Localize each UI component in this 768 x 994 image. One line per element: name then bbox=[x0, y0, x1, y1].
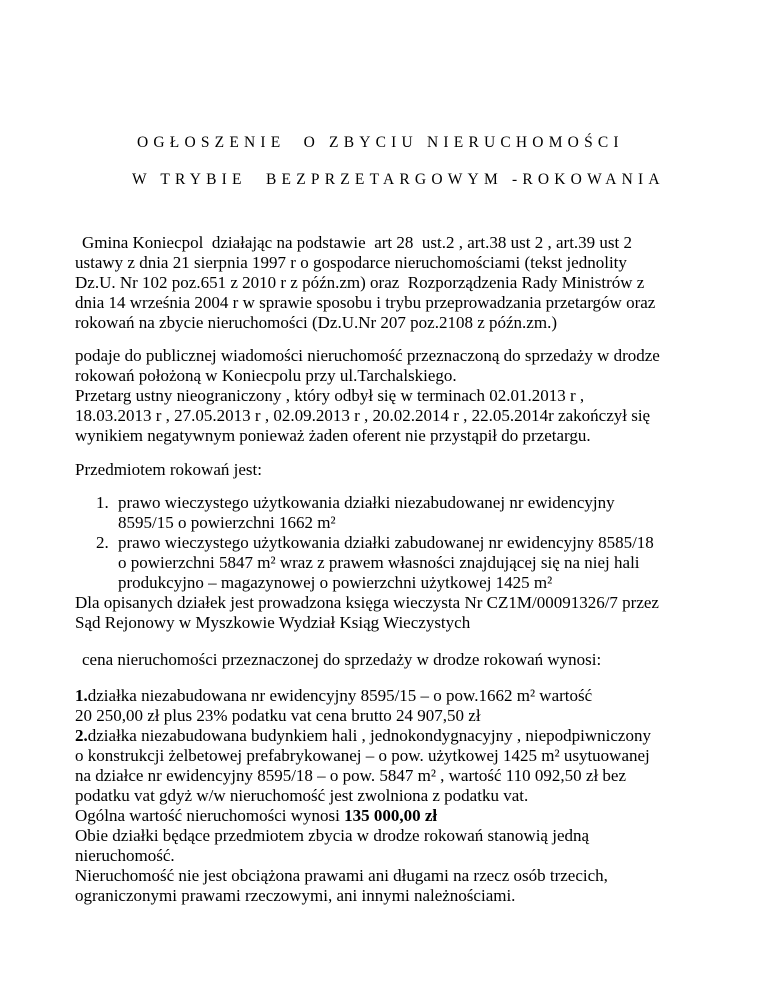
register-line: Dla opisanych działek jest prowadzona księga wieczysta Nr CZ1M/00091326/7 przez bbox=[75, 593, 659, 612]
total-value-label: Ogólna wartość nieruchomości wynosi bbox=[75, 806, 345, 825]
document-title-line1: OGŁOSZENIE O ZBYCIU NIERUCHOMOŚCI bbox=[137, 134, 624, 151]
para2-line: rokowań położoną w Koniecpolu przy ul.Tarchalskiego. bbox=[75, 366, 457, 385]
closing-line: ograniczonymi prawami rzeczowymi, ani innymi należnościami. bbox=[75, 886, 516, 905]
price-item-text: działka niezabudowana nr ewidencyjny 8595/15 – o pow.1662 m² wartość bbox=[87, 686, 593, 705]
intro-line: rokowań na zbycie nieruchomości (Dz.U.Nr 207 poz.2108 z późn.zm.) bbox=[75, 313, 557, 332]
document-title-line2-right: BEZPRZETARGOWYM -ROKOWANIA bbox=[266, 171, 665, 188]
document-title-line2-left: W TRYBIE bbox=[132, 171, 247, 188]
price-item-2-line: na działce nr ewidencyjny 8595/18 – o pow. 5847 m² , wartość 110 092,50 zł bez bbox=[75, 766, 627, 785]
list-item-line: o powierzchni 5847 m² wraz z prawem własności znajdującej się na niej hali bbox=[118, 553, 640, 572]
price-item-number: 2. bbox=[75, 726, 88, 745]
price-heading: cena nieruchomości przeznaczonej do sprzedaży w drodze rokowań wynosi: bbox=[82, 650, 602, 669]
para2-line: wynikiem negatywnym ponieważ żaden oferent nie przystąpił do przetargu. bbox=[75, 426, 591, 445]
price-item-1 bbox=[75, 686, 592, 706]
register-line: Sąd Rejonowy w Myszkowie Wydział Ksiąg Wieczystych bbox=[75, 613, 471, 632]
intro-line: Dz.U. Nr 102 poz.651 z 2010 r z późn.zm) oraz Rozporządzenia Rady Ministrów z bbox=[75, 273, 645, 292]
list-item-line: produkcyjno – magazynowej o powierzchni użytkowej 1425 m² bbox=[118, 573, 553, 592]
price-item-number: 1. bbox=[75, 686, 88, 705]
intro-line: Gmina Koniecpol działając na podstawie art 28 ust.2 , art.38 ust 2 , art.39 ust 2 bbox=[82, 233, 633, 252]
list-item-number: 2. bbox=[96, 533, 109, 552]
para2-line: 18.03.2013 r , 27.05.2013 r , 02.09.2013 r , 20.02.2014 r , 22.05.2014r zakończył się bbox=[75, 406, 651, 425]
price-item-2 bbox=[75, 726, 651, 746]
price-item-1-line2: 20 250,00 zł plus 23% podatku vat cena brutto 24 907,50 zł bbox=[75, 706, 481, 725]
list-item-number: 1. bbox=[96, 493, 109, 512]
para2-line: podaje do publicznej wiadomości nieruchomość przeznaczoną do sprzedaży w drodze bbox=[75, 346, 660, 365]
subject-heading: Przedmiotem rokowań jest: bbox=[75, 460, 262, 479]
total-value-line bbox=[75, 806, 437, 826]
closing-line: Nieruchomość nie jest obciążona prawami ani długami na rzecz osób trzecich, bbox=[75, 866, 608, 885]
list-item-line: 8595/15 o powierzchni 1662 m² bbox=[118, 513, 336, 532]
closing-line: nieruchomość. bbox=[75, 846, 175, 865]
price-item-text: działka niezabudowana budynkiem hali , jednokondygnacyjny , niepodpiwniczony bbox=[87, 726, 651, 745]
para2-line: Przetarg ustny nieograniczony , który odbył się w terminach 02.01.2013 r , bbox=[75, 386, 585, 405]
total-value-amount: 135 000,00 zł bbox=[344, 806, 438, 825]
intro-line: dnia 14 września 2004 r w sprawie sposobu i trybu przeprowadzania przetargów oraz bbox=[75, 293, 656, 312]
list-item-line: prawo wieczystego użytkowania działki zabudowanej nr ewidencyjny 8585/18 bbox=[118, 533, 654, 552]
closing-line: Obie działki będące przedmiotem zbycia w drodze rokowań stanowią jedną bbox=[75, 826, 590, 845]
price-item-2-line: podatku vat gdyż w/w nieruchomość jest zwolniona z podatku vat. bbox=[75, 786, 529, 805]
price-item-2-line: o konstrukcji żelbetowej prefabrykowanej – o pow. użytkowej 1425 m² usytuowanej bbox=[75, 746, 650, 765]
list-item-line: prawo wieczystego użytkowania działki niezabudowanej nr ewidencyjny bbox=[118, 493, 615, 512]
intro-line: ustawy z dnia 21 sierpnia 1997 r o gospodarce nieruchomościami (tekst jednolity bbox=[75, 253, 627, 272]
